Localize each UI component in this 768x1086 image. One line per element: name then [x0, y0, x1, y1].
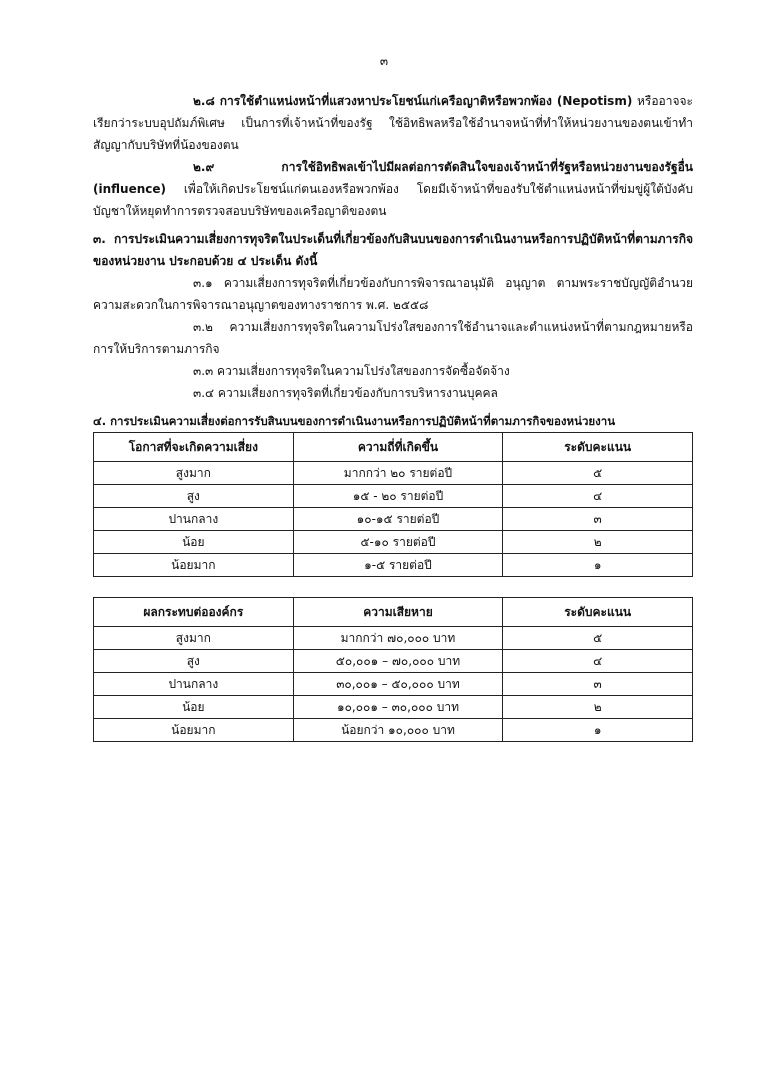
- table-header-cell: โอกาสที่จะเกิดความเสี่ยง: [94, 433, 294, 462]
- section-3-item-4: ๓.๔ ความเสี่ยงการทุจริตที่เกี่ยวข้องกับการบริหารงานบุคคล: [193, 386, 498, 400]
- table-cell: สูง: [94, 485, 294, 508]
- table-header-cell: ความถี่ที่เกิดขึ้น: [293, 433, 503, 462]
- table-cell: ๓: [503, 673, 693, 696]
- table-row: [94, 673, 693, 696]
- table-cell: น้อยมาก: [94, 719, 294, 742]
- table-cell: มากกว่า ๒๐ รายต่อปี: [293, 462, 503, 485]
- table-cell: ปานกลาง: [94, 508, 294, 531]
- table-cell: ๒: [503, 696, 693, 719]
- table-cell: ๔: [503, 485, 693, 508]
- table-cell: ๓: [503, 508, 693, 531]
- table-row: [94, 650, 693, 673]
- page-number: ๓: [379, 54, 389, 68]
- table-cell: สูงมาก: [94, 462, 294, 485]
- table-row: [94, 627, 693, 650]
- table-row: [94, 485, 693, 508]
- table-header-cell: ระดับคะแนน: [503, 598, 693, 627]
- table-cell: ๓๐,๐๐๑ – ๕๐,๐๐๐ บาท: [293, 673, 503, 696]
- table-cell: มากกว่า ๗๐,๐๐๐ บาท: [293, 627, 503, 650]
- section-3-item-1: ๓.๑ ความเสี่ยงการทุจริตที่เกี่ยวข้องกับการพิจารณาอนุมัติ อนุญาต ตามพระราชบัญญัติอำนวยความสะดวกในการพิจารณาอนุญาตของทางราชการ พ.ศ. ๒๕๕๘: [93, 276, 693, 312]
- table-header-cell: ผลกระทบต่อองค์กร: [94, 598, 294, 627]
- table-cell: ๑-๕ รายต่อปี: [293, 554, 503, 577]
- table-row: [94, 719, 693, 742]
- table-cell: สูง: [94, 650, 294, 673]
- table-cell: ๔: [503, 650, 693, 673]
- section-2-8-body: หรืออาจจะเรียกว่าระบบอุปถัมภ์พิเศษ เป็นการที่เจ้าหน้าที่ของรัฐ ใช้อิทธิพลหรือใช้อำนาจหน้าที่ทำให้หน่วยงานของตนเข้าทำสัญญากับบริษัทที่น้องของตน: [93, 94, 693, 152]
- document-body: [93, 90, 693, 742]
- table-row: [94, 462, 693, 485]
- table-cell: ๕: [503, 462, 693, 485]
- section-2-9-title: ๒.๙ การใช้อิทธิพลเข้าไปมีผลต่อการตัดสินใจของเจ้าหน้าที่รัฐหรือหน่วยงานของรัฐอื่น (influence): [93, 160, 693, 196]
- table-header-cell: ระดับคะแนน: [503, 433, 693, 462]
- impact-table: [93, 597, 693, 742]
- table-cell: ๑: [503, 554, 693, 577]
- table-cell: ๒: [503, 531, 693, 554]
- table-cell: ๑๐-๑๕ รายต่อปี: [293, 508, 503, 531]
- table-cell: ๑๐,๐๐๑ – ๓๐,๐๐๐ บาท: [293, 696, 503, 719]
- section-4-heading: ๔. การประเมินความเสี่ยงต่อการรับสินบนของการดำเนินงานหรือการปฏิบัติหน้าที่ตามภารกิจของหน่วยงาน: [93, 414, 616, 428]
- likelihood-table: [93, 432, 693, 577]
- table-row: [94, 554, 693, 577]
- section-3-heading: ๓. การประเมินความเสี่ยงการทุจริตในประเด็นที่เกี่ยวข้องกับสินบนของการดำเนินงานหรือการปฏิบัติหน้าที่ตามภารกิจของหน่วยงาน ประกอบด้วย ๔ ประเด็น ดังนี้: [93, 232, 693, 268]
- section-3-item-2: ๓.๒ ความเสี่ยงการทุจริตในความโปร่งใสของการใช้อำนาจและตำแหน่งหน้าที่ตามกฎหมายหรือการให้บริการตามภารกิจ: [93, 320, 693, 356]
- table-header-cell: ความเสียหาย: [293, 598, 503, 627]
- table-cell: ๕: [503, 627, 693, 650]
- table-cell: น้อยมาก: [94, 554, 294, 577]
- table-cell: ๑๕ - ๒๐ รายต่อปี: [293, 485, 503, 508]
- table-row: [94, 531, 693, 554]
- section-2-9: [93, 156, 693, 222]
- table-cell: สูงมาก: [94, 627, 294, 650]
- table-header-row: [94, 598, 693, 627]
- table-cell: น้อย: [94, 531, 294, 554]
- table-cell: ๑: [503, 719, 693, 742]
- table-cell: ๕-๑๐ รายต่อปี: [293, 531, 503, 554]
- section-2-8: [93, 90, 693, 156]
- table-cell: น้อยกว่า ๑๐,๐๐๐ บาท: [293, 719, 503, 742]
- table-header-row: [94, 433, 693, 462]
- section-2-8-title: ๒.๘ การใช้ตำแหน่งหน้าที่แสวงหาประโยชน์แก่เครือญาติหรือพวกพ้อง (Nepotism): [193, 94, 633, 108]
- table-cell: ๕๐,๐๐๑ – ๗๐,๐๐๐ บาท: [293, 650, 503, 673]
- section-2-9-body: เพื่อให้เกิดประโยชน์แก่ตนเองหรือพวกพ้อง โดยมีเจ้าหน้าที่ของรับใช้ตำแหน่งหน้าที่ข่มขู่ผู้ใต้บังคับบัญชาให้หยุดทำการตรวจสอบบริษัทของเครือญาติของตน: [93, 182, 693, 218]
- table-cell: น้อย: [94, 696, 294, 719]
- table-cell: ปานกลาง: [94, 673, 294, 696]
- table-row: [94, 696, 693, 719]
- section-3-item-3: ๓.๓ ความเสี่ยงการทุจริตในความโปร่งใสของการจัดซื้อจัดจ้าง: [193, 364, 510, 378]
- table-row: [94, 508, 693, 531]
